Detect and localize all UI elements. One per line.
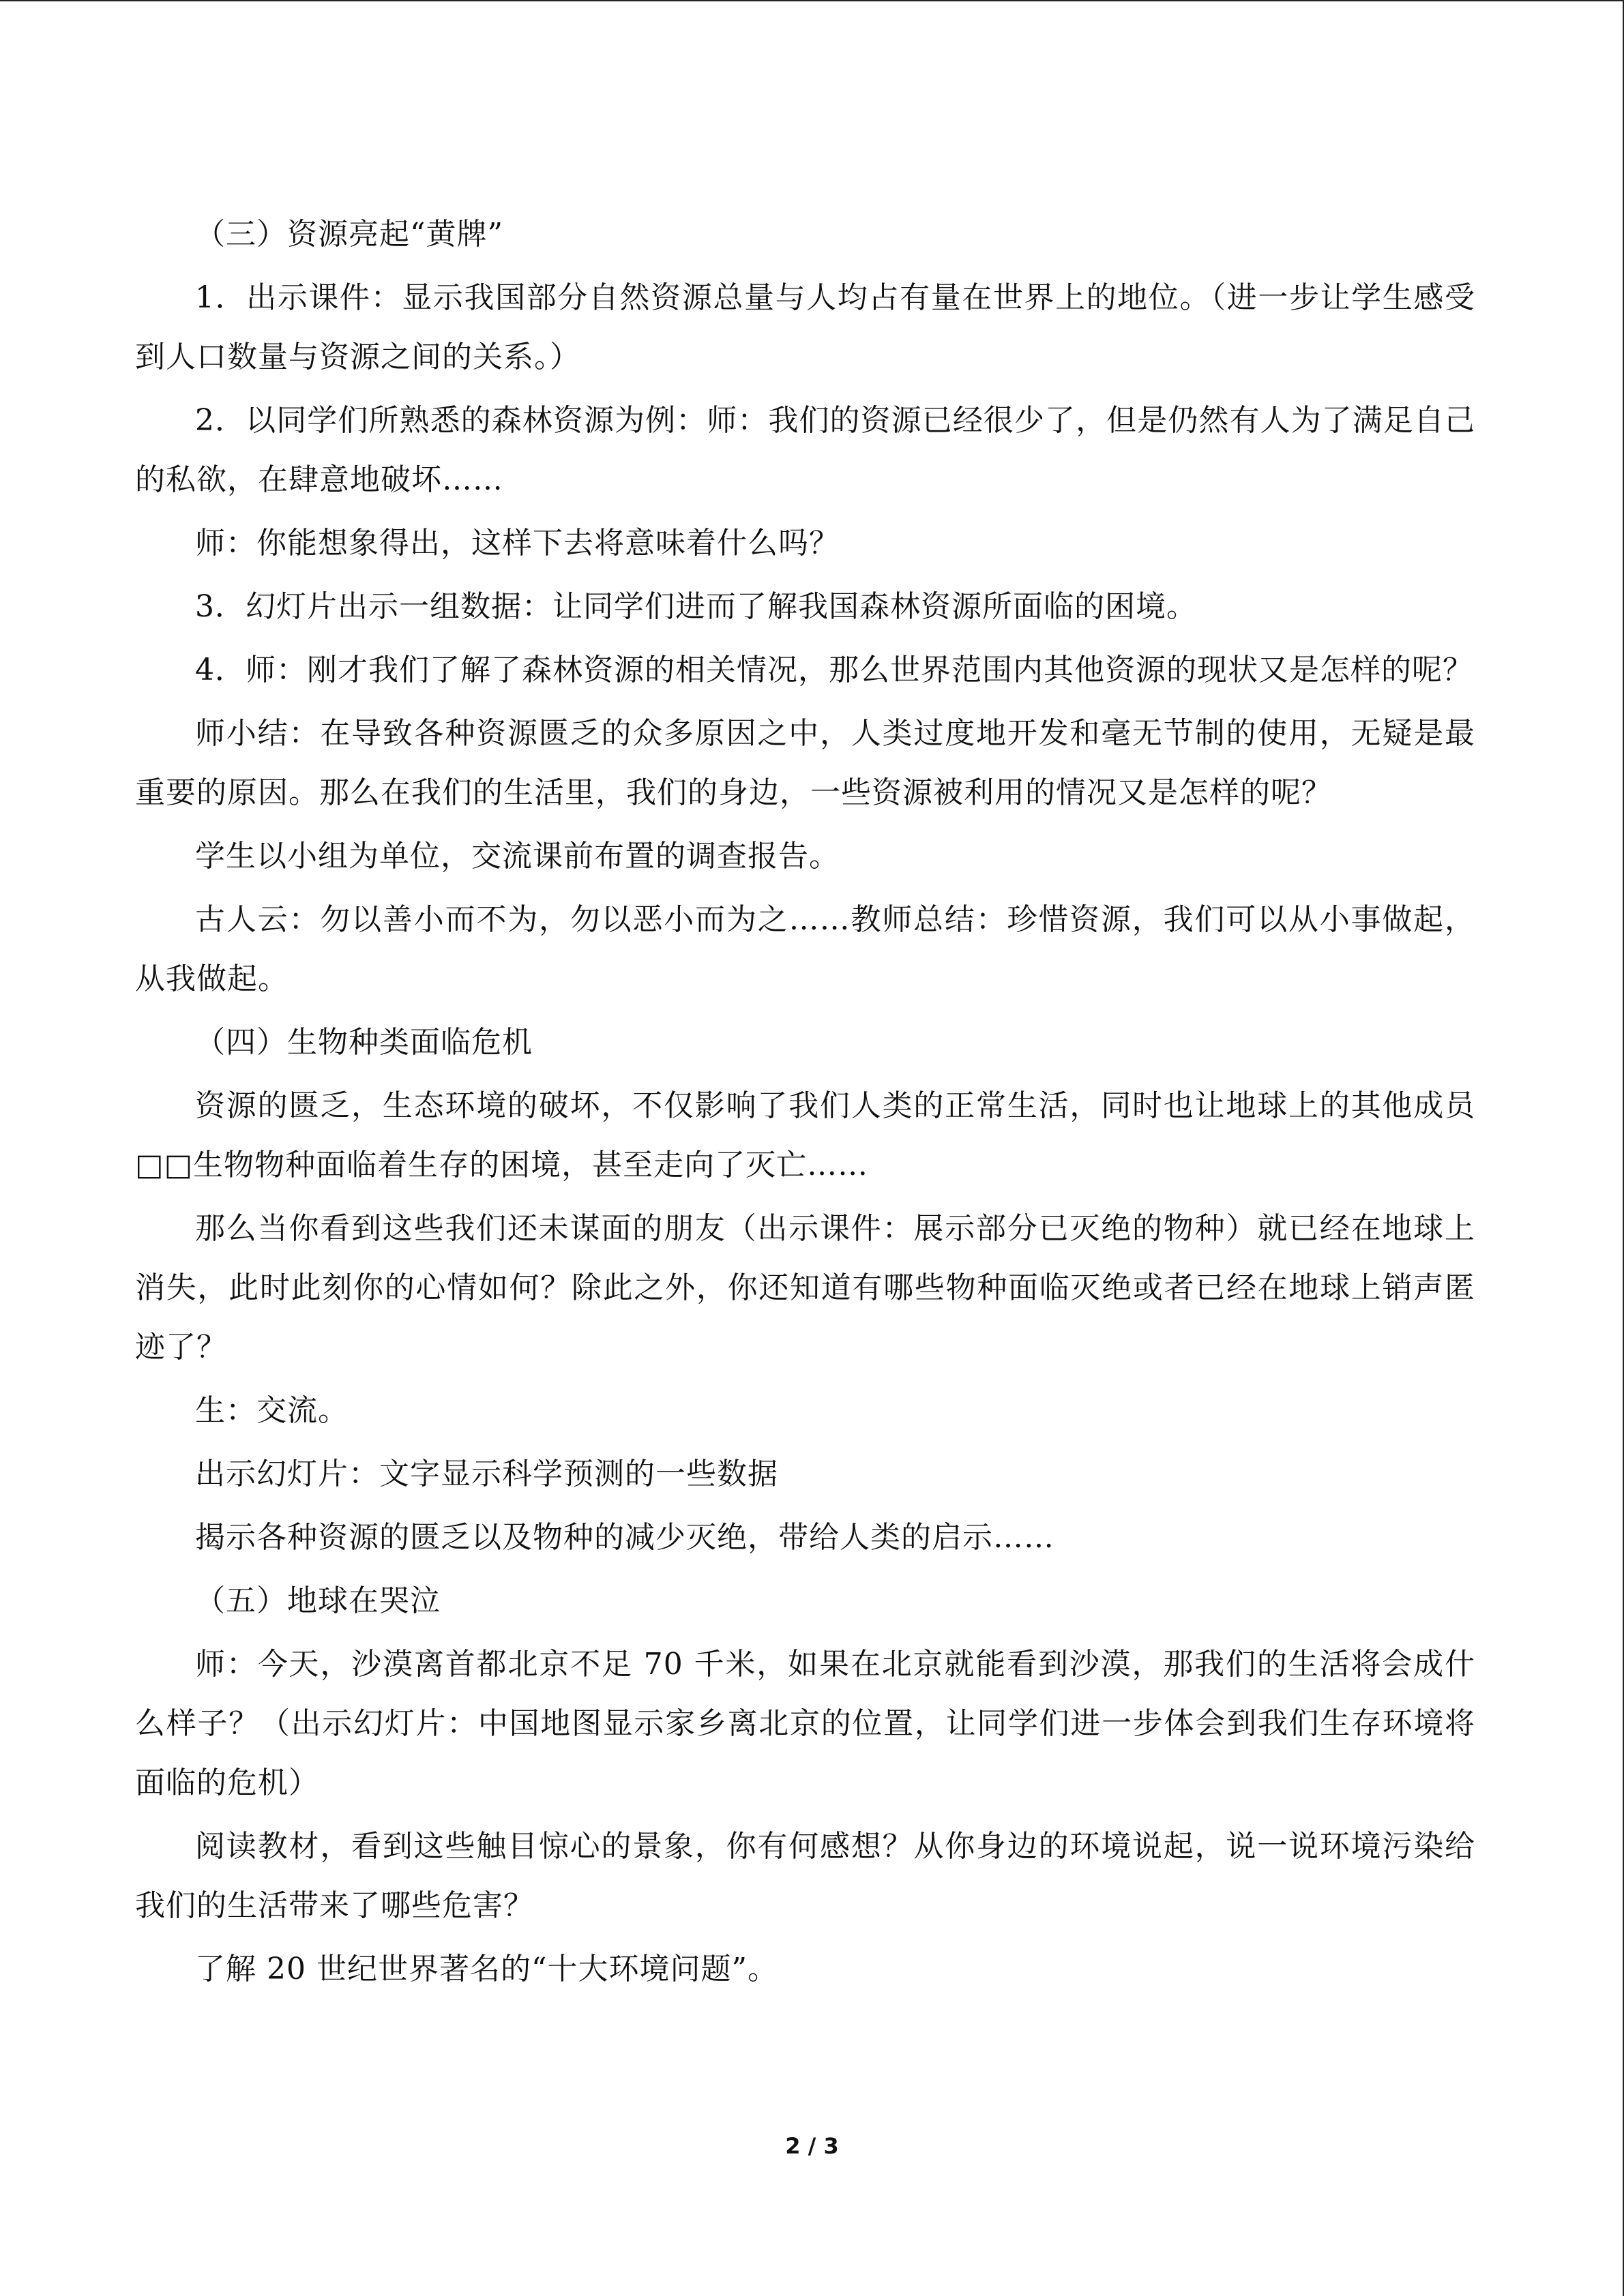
paragraph: 资源的匮乏，生态环境的破坏，不仅影响了我们人类的正常生活，同时也让地球上的其他成员□□生物物种面临着生存的困境，甚至走向了灭亡…… bbox=[135, 1088, 1475, 1182]
section-heading-3: （三）资源亮起“黄牌” bbox=[195, 217, 503, 252]
paragraph: 师：今天，沙漠离首都北京不足 70 千米，如果在北京就能看到沙漠，那我们的生活将会成什么样子？（出示幻灯片：中国地图显示家乡离北京的位置，让同学们进一步体会到我们生存环境将面临的危机） bbox=[135, 1647, 1475, 1800]
section-heading-5: （五）地球在哭泣 bbox=[195, 1583, 441, 1618]
document-body bbox=[135, 205, 1475, 2003]
section-heading-4: （四）生物种类面临危机 bbox=[195, 1025, 533, 1060]
paragraph: 揭示各种资源的匮乏以及物种的减少灭绝，带给人类的启示…… bbox=[195, 1520, 1054, 1555]
paragraph: 学生以小组为单位，交流课前布置的调查报告。 bbox=[195, 839, 840, 874]
paragraph: 2．以同学们所熟悉的森林资源为例：师：我们的资源已经很少了，但是仍然有人为了满足自己的私欲，在肆意地破坏…… bbox=[135, 403, 1475, 497]
paragraph: 阅读教材，看到这些触目惊心的景象，你有何感想？从你身边的环境说起，说一说环境污染给我们的生活带来了哪些危害？ bbox=[135, 1829, 1475, 1923]
paragraph: 3．幻灯片出示一组数据：让同学们进而了解我国森林资源所面临的困境。 bbox=[195, 589, 1197, 624]
paragraph: 古人云：勿以善小而不为，勿以恶小而为之……教师总结：珍惜资源，我们可以从小事做起，从我做起。 bbox=[135, 902, 1475, 996]
paragraph: 了解 20 世纪世界著名的“十大环境问题”。 bbox=[195, 1952, 778, 1986]
paragraph: 1．出示课件：显示我国部分自然资源总量与人均占有量在世界上的地位。（进一步让学生感受到人口数量与资源之间的关系。） bbox=[135, 280, 1475, 374]
paragraph: 师：你能想象得出，这样下去将意味着什么吗？ bbox=[195, 526, 840, 561]
paragraph: 4．师：刚才我们了解了森林资源的相关情况，那么世界范围内其他资源的现状又是怎样的呢？ bbox=[195, 653, 1473, 687]
paragraph: 师小结：在导致各种资源匮乏的众多原因之中，人类过度地开发和毫无节制的使用，无疑是最重要的原因。那么在我们的生活里，我们的身边，一些资源被利用的情况又是怎样的呢？ bbox=[135, 716, 1475, 810]
page-number: 2 / 3 bbox=[785, 2133, 839, 2159]
paragraph: 出示幻灯片：文字显示科学预测的一些数据 bbox=[195, 1457, 778, 1491]
paragraph: 那么当你看到这些我们还未谋面的朋友（出示课件：展示部分已灭绝的物种）就已经在地球上消失，此时此刻你的心情如何？除此之外，你还知道有哪些物种面临灭绝或者已经在地球上销声匿迹了？ bbox=[135, 1211, 1475, 1365]
paragraph: 生：交流。 bbox=[195, 1393, 349, 1428]
